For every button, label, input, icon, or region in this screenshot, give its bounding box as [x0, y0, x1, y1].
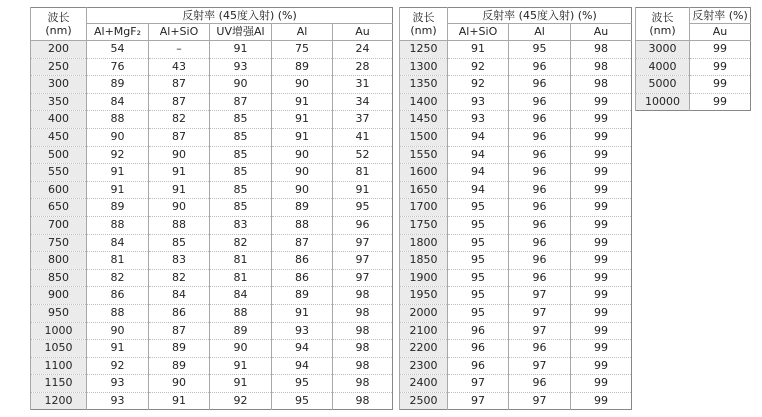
- reflectance-value-cell: 89: [87, 76, 149, 94]
- reflectance-value-cell: 81: [210, 269, 272, 287]
- reflectance-value-cell: 90: [272, 76, 333, 94]
- wavelength-cell: 1800: [400, 234, 448, 252]
- table-row: [31, 392, 393, 410]
- reflectance-value-cell: 82: [210, 234, 272, 252]
- wavelength-cell: 1500: [400, 128, 448, 146]
- reflectance-value-cell: 91: [87, 164, 149, 182]
- table-row: [400, 357, 632, 375]
- wavelength-cell: 1300: [400, 58, 448, 76]
- coating-column-header: Au: [690, 24, 751, 41]
- table-row: [31, 41, 393, 59]
- reflectance-value-cell: 76: [87, 58, 149, 76]
- reflectance-value-cell: 87: [149, 128, 210, 146]
- reflectance-value-cell: 91: [272, 304, 333, 322]
- table-row: [400, 93, 632, 111]
- table-row: [400, 392, 632, 410]
- wavelength-cell: 1200: [31, 392, 87, 410]
- table-row: [31, 269, 393, 287]
- reflectance-value-cell: 96: [448, 322, 509, 340]
- reflectance-value-cell: 81: [87, 252, 149, 270]
- reflectance-value-cell: 83: [210, 216, 272, 234]
- wavelength-cell: 200: [31, 41, 87, 59]
- table-row: [636, 41, 751, 59]
- reflectance-value-cell: 98: [333, 287, 393, 305]
- reflectance-value-cell: 84: [87, 93, 149, 111]
- wavelength-cell: 1700: [400, 199, 448, 217]
- reflectance-value-cell: 91: [149, 181, 210, 199]
- reflectance-value-cell: 90: [210, 76, 272, 94]
- reflectance-value-cell: 91: [210, 375, 272, 393]
- table-row: [31, 340, 393, 358]
- reflectance-value-cell: 41: [333, 128, 393, 146]
- table-row: [400, 216, 632, 234]
- reflectance-value-cell: 96: [448, 340, 509, 358]
- wavelength-cell: 1950: [400, 287, 448, 305]
- coating-column-header: Al: [509, 24, 571, 41]
- reflectance-value-cell: 91: [272, 93, 333, 111]
- coating-column-header: Al+MgF₂: [87, 24, 149, 41]
- reflectance-value-cell: 99: [690, 41, 751, 59]
- wavelength-cell: 1400: [400, 93, 448, 111]
- wavelength-cell: 2200: [400, 340, 448, 358]
- reflectance-value-cell: 93: [87, 392, 149, 410]
- reflectance-value-cell: 99: [571, 111, 632, 129]
- reflectance-value-cell: 90: [272, 164, 333, 182]
- reflectance-value-cell: 88: [149, 216, 210, 234]
- reflectance-group-header: 反射率 (45度入射) (%): [448, 8, 632, 24]
- reflectance-value-cell: 97: [509, 392, 571, 410]
- reflectance-value-cell: 99: [571, 357, 632, 375]
- reflectance-value-cell: 89: [87, 199, 149, 217]
- reflectance-value-cell: 89: [149, 357, 210, 375]
- reflectance-value-cell: 95: [448, 216, 509, 234]
- wavelength-cell: 3000: [636, 41, 690, 59]
- reflectance-value-cell: 97: [333, 269, 393, 287]
- reflectance-value-cell: 95: [272, 392, 333, 410]
- reflectance-value-cell: 85: [149, 234, 210, 252]
- table-row: [400, 375, 632, 393]
- reflectance-value-cell: 87: [149, 76, 210, 94]
- wavelength-cell: 400: [31, 111, 87, 129]
- reflectance-value-cell: 94: [272, 340, 333, 358]
- coating-column-header: Al: [272, 24, 333, 41]
- reflectance-value-cell: 95: [448, 304, 509, 322]
- reflectance-value-cell: 86: [272, 269, 333, 287]
- reflectance-value-cell: 84: [210, 287, 272, 305]
- wavelength-column-header: [636, 8, 690, 41]
- reflectance-value-cell: 91: [87, 181, 149, 199]
- wavelength-cell: 1900: [400, 269, 448, 287]
- wavelength-cell: 550: [31, 164, 87, 182]
- reflectance-value-cell: 99: [571, 164, 632, 182]
- wavelength-header-line: 波长: [412, 11, 435, 24]
- reflectance-value-cell: –: [149, 41, 210, 59]
- reflectance-value-cell: 98: [333, 304, 393, 322]
- table-row: [400, 111, 632, 129]
- reflectance-value-cell: 94: [448, 128, 509, 146]
- reflectance-value-cell: 97: [333, 234, 393, 252]
- wavelength-cell: 1550: [400, 146, 448, 164]
- reflectance-value-cell: 88: [210, 304, 272, 322]
- reflectance-value-cell: 99: [571, 181, 632, 199]
- reflectance-value-cell: 96: [509, 199, 571, 217]
- reflectance-value-cell: 81: [333, 164, 393, 182]
- reflectance-value-cell: 99: [571, 93, 632, 111]
- reflectance-value-cell: 90: [272, 146, 333, 164]
- table-row: [31, 287, 393, 305]
- wavelength-header-line: (nm): [410, 24, 437, 37]
- reflectance-value-cell: 96: [333, 216, 393, 234]
- reflectance-value-cell: 90: [149, 146, 210, 164]
- reflectance-value-cell: 86: [87, 287, 149, 305]
- reflectance-value-cell: 96: [509, 76, 571, 94]
- reflectance-value-cell: 99: [571, 128, 632, 146]
- reflectance-value-cell: 90: [87, 322, 149, 340]
- reflectance-value-cell: 92: [448, 58, 509, 76]
- reflectance-value-cell: 52: [333, 146, 393, 164]
- reflectance-value-cell: 96: [509, 164, 571, 182]
- table-row: [400, 269, 632, 287]
- wavelength-cell: 500: [31, 146, 87, 164]
- wavelength-cell: 1450: [400, 111, 448, 129]
- reflectance-value-cell: 87: [149, 93, 210, 111]
- reflectance-value-cell: 87: [149, 322, 210, 340]
- table-row: [31, 128, 393, 146]
- reflectance-value-cell: 91: [272, 111, 333, 129]
- reflectance-value-cell: 89: [210, 322, 272, 340]
- reflectance-group-header: 反射率 (45度入射) (%): [87, 8, 393, 24]
- table-row: [400, 58, 632, 76]
- reflectance-value-cell: 91: [149, 164, 210, 182]
- reflectance-value-cell: 96: [509, 340, 571, 358]
- reflectance-value-cell: 96: [509, 58, 571, 76]
- reflectance-value-cell: 91: [210, 357, 272, 375]
- table-row: [636, 58, 751, 76]
- table-row: [31, 111, 393, 129]
- table-row: [636, 76, 751, 94]
- reflectance-value-cell: 96: [509, 216, 571, 234]
- reflectance-value-cell: 99: [571, 199, 632, 217]
- wavelength-header-line: (nm): [649, 24, 676, 37]
- table-row: [400, 340, 632, 358]
- reflectance-value-cell: 82: [149, 111, 210, 129]
- wavelength-cell: 2500: [400, 392, 448, 410]
- wavelength-cell: 750: [31, 234, 87, 252]
- reflectance-value-cell: 99: [690, 58, 751, 76]
- reflectance-value-cell: 98: [333, 375, 393, 393]
- reflectance-value-cell: 88: [87, 111, 149, 129]
- coating-column-header: Al+SiO: [149, 24, 210, 41]
- table-row: [31, 375, 393, 393]
- reflectance-value-cell: 93: [210, 58, 272, 76]
- wavelength-cell: 700: [31, 216, 87, 234]
- wavelength-cell: 10000: [636, 93, 690, 111]
- reflectance-value-cell: 85: [210, 111, 272, 129]
- reflectance-value-cell: 85: [210, 146, 272, 164]
- wavelength-cell: 450: [31, 128, 87, 146]
- table-row: [31, 304, 393, 322]
- table-row: [400, 199, 632, 217]
- table-nir-reflectance: [399, 7, 632, 410]
- table-row: [31, 322, 393, 340]
- reflectance-value-cell: 84: [87, 234, 149, 252]
- reflectance-value-cell: 96: [509, 181, 571, 199]
- reflectance-value-cell: 99: [571, 375, 632, 393]
- reflectance-value-cell: 99: [571, 234, 632, 252]
- reflectance-value-cell: 96: [509, 269, 571, 287]
- reflectance-value-cell: 90: [149, 375, 210, 393]
- reflectance-value-cell: 91: [448, 41, 509, 59]
- table-row: [400, 252, 632, 270]
- reflectance-value-cell: 99: [571, 287, 632, 305]
- reflectance-value-cell: 94: [448, 181, 509, 199]
- reflectance-value-cell: 99: [571, 392, 632, 410]
- wavelength-cell: 1150: [31, 375, 87, 393]
- table-row: [400, 287, 632, 305]
- reflectance-value-cell: 96: [509, 252, 571, 270]
- reflectance-value-cell: 86: [272, 252, 333, 270]
- coating-column-header: Au: [571, 24, 632, 41]
- wavelength-cell: 2300: [400, 357, 448, 375]
- reflectance-value-cell: 91: [149, 392, 210, 410]
- table-row: [400, 41, 632, 59]
- reflectance-value-cell: 99: [571, 322, 632, 340]
- table-row: [31, 76, 393, 94]
- reflectance-value-cell: 92: [448, 76, 509, 94]
- reflectance-value-cell: 98: [571, 76, 632, 94]
- table-row: [31, 181, 393, 199]
- reflectance-value-cell: 97: [509, 322, 571, 340]
- reflectance-value-cell: 99: [571, 252, 632, 270]
- reflectance-value-cell: 34: [333, 93, 393, 111]
- reflectance-value-cell: 97: [448, 392, 509, 410]
- reflectance-value-cell: 99: [571, 146, 632, 164]
- wavelength-cell: 2400: [400, 375, 448, 393]
- reflectance-value-cell: 92: [210, 392, 272, 410]
- reflectance-value-cell: 98: [333, 322, 393, 340]
- reflectance-value-cell: 85: [210, 128, 272, 146]
- wavelength-cell: 300: [31, 76, 87, 94]
- reflectance-value-cell: 99: [571, 216, 632, 234]
- reflectance-value-cell: 90: [272, 181, 333, 199]
- reflectance-value-cell: 99: [571, 304, 632, 322]
- reflectance-value-cell: 90: [210, 340, 272, 358]
- reflectance-value-cell: 92: [87, 146, 149, 164]
- reflectance-group-header: 反射率 (%): [690, 8, 751, 24]
- reflectance-value-cell: 99: [690, 76, 751, 94]
- tables-row: [30, 7, 751, 410]
- reflectance-value-cell: 75: [272, 41, 333, 59]
- wavelength-cell: 1000: [31, 322, 87, 340]
- reflectance-value-cell: 95: [333, 199, 393, 217]
- coating-column-header: Al+SiO: [448, 24, 509, 41]
- coating-column-header: UV增强Al: [210, 24, 272, 41]
- reflectance-value-cell: 89: [272, 287, 333, 305]
- wavelength-column-header: [31, 8, 87, 41]
- table-row: [400, 304, 632, 322]
- table-row: [400, 146, 632, 164]
- wavelength-cell: 1050: [31, 340, 87, 358]
- reflectance-value-cell: 89: [149, 340, 210, 358]
- wavelength-cell: 5000: [636, 76, 690, 94]
- wavelength-header-line: 波长: [651, 11, 674, 24]
- table-row: [400, 181, 632, 199]
- wavelength-cell: 650: [31, 199, 87, 217]
- wavelength-cell: 850: [31, 269, 87, 287]
- reflectance-value-cell: 81: [210, 252, 272, 270]
- reflectance-value-cell: 90: [87, 128, 149, 146]
- reflectance-value-cell: 88: [87, 216, 149, 234]
- reflectance-value-cell: 88: [87, 304, 149, 322]
- reflectance-value-cell: 87: [210, 93, 272, 111]
- reflectance-value-cell: 96: [448, 357, 509, 375]
- wavelength-cell: 1600: [400, 164, 448, 182]
- reflectance-value-cell: 82: [149, 269, 210, 287]
- coating-column-header: Au: [333, 24, 393, 41]
- reflectance-value-cell: 43: [149, 58, 210, 76]
- reflectance-value-cell: 95: [448, 252, 509, 270]
- reflectance-value-cell: 82: [87, 269, 149, 287]
- wavelength-cell: 1100: [31, 357, 87, 375]
- wavelength-cell: 2100: [400, 322, 448, 340]
- reflectance-value-cell: 96: [509, 128, 571, 146]
- reflectance-value-cell: 31: [333, 76, 393, 94]
- wavelength-cell: 600: [31, 181, 87, 199]
- wavelength-cell: 900: [31, 287, 87, 305]
- reflectance-value-cell: 97: [509, 287, 571, 305]
- wavelength-cell: 4000: [636, 58, 690, 76]
- table-row: [400, 234, 632, 252]
- reflectance-value-cell: 98: [333, 357, 393, 375]
- reflectance-value-cell: 95: [448, 199, 509, 217]
- wavelength-cell: 950: [31, 304, 87, 322]
- reflectance-value-cell: 93: [448, 111, 509, 129]
- reflectance-value-cell: 24: [333, 41, 393, 59]
- table-row: [31, 234, 393, 252]
- reflectance-value-cell: 98: [333, 392, 393, 410]
- table-row: [31, 58, 393, 76]
- table-row: [400, 322, 632, 340]
- reflectance-value-cell: 91: [272, 128, 333, 146]
- wavelength-cell: 2000: [400, 304, 448, 322]
- reflectance-value-cell: 95: [272, 375, 333, 393]
- wavelength-column-header: [400, 8, 448, 41]
- reflectance-value-cell: 99: [571, 340, 632, 358]
- reflectance-value-cell: 98: [571, 58, 632, 76]
- reflectance-value-cell: 85: [210, 181, 272, 199]
- table-row: [400, 164, 632, 182]
- reflectance-value-cell: 99: [690, 93, 751, 111]
- table-row: [636, 93, 751, 111]
- reflectance-value-cell: 95: [509, 41, 571, 59]
- reflectance-value-cell: 96: [509, 93, 571, 111]
- reflectance-value-cell: 94: [448, 164, 509, 182]
- reflectance-value-cell: 96: [509, 234, 571, 252]
- wavelength-cell: 1350: [400, 76, 448, 94]
- wavelength-cell: 1850: [400, 252, 448, 270]
- reflectance-value-cell: 89: [272, 199, 333, 217]
- reflectance-value-cell: 93: [87, 375, 149, 393]
- reflectance-value-cell: 85: [210, 164, 272, 182]
- table-row: [31, 357, 393, 375]
- reflectance-value-cell: 93: [272, 322, 333, 340]
- table-row: [31, 146, 393, 164]
- table-uv-vis-reflectance: [30, 7, 393, 410]
- wavelength-cell: 350: [31, 93, 87, 111]
- reflectance-value-cell: 87: [272, 234, 333, 252]
- reflectance-value-cell: 96: [509, 146, 571, 164]
- reflectance-value-cell: 86: [149, 304, 210, 322]
- reflectance-value-cell: 95: [448, 234, 509, 252]
- wavelength-cell: 800: [31, 252, 87, 270]
- table-ir-reflectance: [635, 7, 751, 111]
- table-row: [400, 76, 632, 94]
- reflectance-value-cell: 54: [87, 41, 149, 59]
- table-row: [31, 199, 393, 217]
- wavelength-cell: 250: [31, 58, 87, 76]
- reflectance-value-cell: 94: [448, 146, 509, 164]
- reflectance-value-cell: 98: [571, 41, 632, 59]
- reflectance-value-cell: 91: [210, 41, 272, 59]
- reflectance-value-cell: 91: [87, 340, 149, 358]
- reflectance-value-cell: 95: [448, 287, 509, 305]
- wavelength-cell: 1650: [400, 181, 448, 199]
- reflectance-value-cell: 99: [571, 269, 632, 287]
- reflectance-value-cell: 98: [333, 340, 393, 358]
- reflectance-value-cell: 91: [333, 181, 393, 199]
- reflectance-value-cell: 90: [149, 199, 210, 217]
- reflectance-value-cell: 92: [87, 357, 149, 375]
- wavelength-cell: 1750: [400, 216, 448, 234]
- reflectance-value-cell: 89: [272, 58, 333, 76]
- reflectance-value-cell: 28: [333, 58, 393, 76]
- reflectance-value-cell: 94: [272, 357, 333, 375]
- reflectance-value-cell: 97: [509, 357, 571, 375]
- table-row: [31, 216, 393, 234]
- reflectance-value-cell: 97: [333, 252, 393, 270]
- reflectance-value-cell: 96: [509, 375, 571, 393]
- wavelength-header-line: 波长: [47, 11, 70, 24]
- table-row: [400, 128, 632, 146]
- wavelength-header-line: (nm): [45, 24, 72, 37]
- table-row: [31, 252, 393, 270]
- reflectance-value-cell: 95: [448, 269, 509, 287]
- reflectance-value-cell: 97: [509, 304, 571, 322]
- reflectance-value-cell: 88: [272, 216, 333, 234]
- wavelength-cell: 1250: [400, 41, 448, 59]
- reflectance-value-cell: 85: [210, 199, 272, 217]
- table-row: [31, 164, 393, 182]
- table-row: [31, 93, 393, 111]
- reflectance-value-cell: 84: [149, 287, 210, 305]
- reflectance-value-cell: 96: [509, 111, 571, 129]
- reflectance-value-cell: 93: [448, 93, 509, 111]
- reflectance-value-cell: 83: [149, 252, 210, 270]
- reflectance-value-cell: 37: [333, 111, 393, 129]
- reflectance-value-cell: 97: [448, 375, 509, 393]
